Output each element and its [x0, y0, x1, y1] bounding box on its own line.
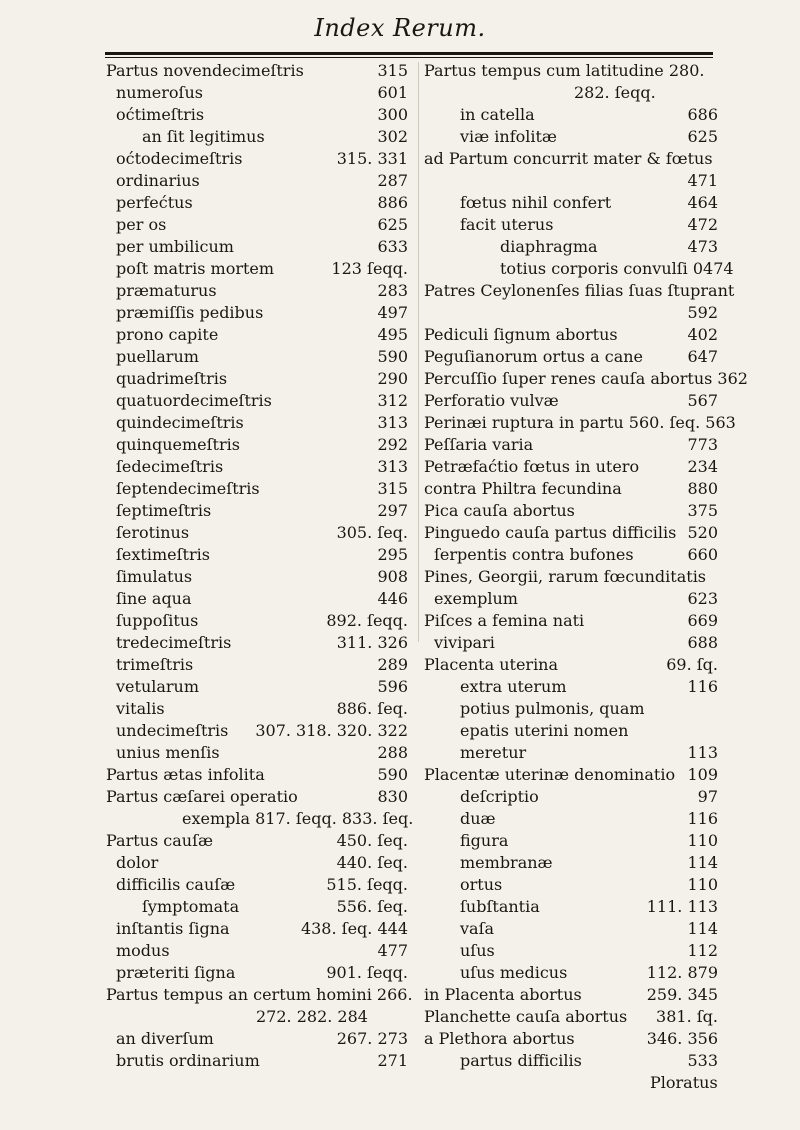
entry-term: a Plethora abortus: [424, 1029, 575, 1048]
entry-term: Pica cauſa abortus: [424, 501, 575, 520]
entry-term: quindecimeſtris: [116, 413, 244, 432]
index-entry: [424, 918, 718, 940]
index-entry: [106, 280, 408, 302]
index-entry: [424, 698, 718, 720]
index-entry: [424, 720, 718, 742]
index-entry: [424, 324, 718, 346]
entry-pages: 114: [687, 919, 718, 938]
entry-term: figura: [460, 831, 509, 850]
index-entry: [106, 786, 408, 808]
entry-term: fœtus nihil confert: [460, 193, 612, 212]
index-entry: [106, 808, 414, 830]
entry-pages: 375: [687, 501, 718, 520]
index-entry: [424, 258, 734, 280]
index-entry: [106, 192, 408, 214]
entry-term: oćtodecimeſtris: [116, 149, 243, 168]
entry-term: potius pulmonis, quam: [460, 699, 645, 718]
index-entry: [106, 962, 408, 984]
index-entry: [106, 544, 408, 566]
entry-term: oćtimeſtris: [116, 105, 205, 124]
entry-pages: 69. ſq.: [666, 655, 718, 674]
entry-pages: 295: [377, 545, 408, 564]
entry-pages: 660: [687, 545, 718, 564]
index-entry: [106, 720, 408, 742]
index-entry: [424, 1050, 718, 1072]
entry-pages: 688: [687, 633, 718, 652]
entry-pages: 590: [377, 347, 408, 366]
header-rule-thin: [105, 57, 713, 58]
entry-pages: 315: [377, 479, 408, 498]
entry-term: ad Partum concurrit mater & fœtus: [424, 149, 713, 168]
entry-pages: 113: [687, 743, 718, 762]
entry-pages: 464: [687, 193, 718, 212]
entry-pages: 596: [377, 677, 408, 696]
entry-term: Partus tempus an certum homini 266.: [106, 985, 413, 1004]
entry-pages: 495: [377, 325, 408, 344]
index-entry: [106, 940, 408, 962]
page-header: Index Rerum.: [314, 14, 486, 42]
index-entry: [106, 456, 408, 478]
index-entry: [106, 874, 408, 896]
entry-term: ſeptendecimeſtris: [116, 479, 260, 498]
index-entry: [106, 1050, 408, 1072]
left-index-column: [106, 60, 414, 1072]
entry-pages: 533: [687, 1051, 718, 1070]
entry-pages: 267. 273: [336, 1029, 408, 1048]
entry-term: Planchette cauſa abortus: [424, 1007, 628, 1026]
index-entry: [424, 1006, 718, 1028]
entry-term: an ſit legitimus: [142, 127, 265, 146]
index-entry: [424, 522, 718, 544]
entry-term: vivipari: [434, 633, 495, 652]
entry-pages: 290: [377, 369, 408, 388]
index-entry: [106, 896, 408, 918]
entry-pages: 234: [687, 457, 718, 476]
entry-pages: 114: [687, 853, 718, 872]
index-entry: [424, 566, 718, 588]
entry-term: extra uterum: [460, 677, 567, 696]
index-entry: [424, 104, 718, 126]
entry-pages: 302: [377, 127, 408, 146]
entry-term: vetularum: [116, 677, 200, 696]
entry-term: viæ infolitæ: [460, 127, 557, 146]
index-entry: [106, 60, 408, 82]
entry-term: dolor: [116, 853, 159, 872]
index-entry: [424, 544, 718, 566]
entry-term: puellarum: [116, 347, 199, 366]
entry-term: partus difficilis: [460, 1051, 582, 1070]
entry-pages: 647: [687, 347, 718, 366]
entry-pages: 116: [687, 809, 718, 828]
index-entry: [424, 830, 718, 852]
entry-pages: 473: [687, 237, 718, 256]
index-entry: [424, 852, 718, 874]
entry-term: prono capite: [116, 325, 219, 344]
index-entry: [424, 896, 718, 918]
index-entry: [424, 148, 718, 170]
entry-term: inſtantis ſigna: [116, 919, 230, 938]
entry-pages: 446: [377, 589, 408, 608]
index-entry: [424, 962, 718, 984]
entry-pages: 312: [377, 391, 408, 410]
entry-term: quinquemeſtris: [116, 435, 240, 454]
entry-pages: 300: [377, 105, 408, 124]
entry-term: ſimulatus: [116, 567, 193, 586]
entry-term: brutis ordinarium: [116, 1051, 260, 1070]
index-entry: [106, 764, 408, 786]
index-entry: [424, 192, 718, 214]
entry-term: in Placenta abortus: [424, 985, 582, 1004]
entry-term: 272. 282. 284: [256, 1007, 368, 1026]
catchword: Ploratus: [650, 1073, 718, 1092]
index-entry: [106, 610, 408, 632]
entry-term: Pediculi ſignum abortus: [424, 325, 618, 344]
entry-pages: 567: [687, 391, 718, 410]
entry-term: ſedecimeſtris: [116, 457, 224, 476]
entry-term: Percuſſio ſuper renes cauſa abortus 362: [424, 369, 748, 388]
index-entry: [106, 346, 408, 368]
entry-term: Petræfaćtio fœtus in utero: [424, 457, 640, 476]
entry-pages: 515. ſeqq.: [326, 875, 408, 894]
entry-term: trimeſtris: [116, 655, 194, 674]
entry-pages: 450. ſeq.: [336, 831, 408, 850]
index-entry: [424, 786, 718, 808]
index-entry: [424, 346, 718, 368]
entry-term: vitalis: [116, 699, 165, 718]
index-entry: [424, 1028, 718, 1050]
index-entry: [106, 588, 408, 610]
index-entry: [424, 654, 718, 676]
entry-pages: 313: [377, 413, 408, 432]
entry-pages: 315: [377, 61, 408, 80]
index-entry: [424, 170, 718, 192]
entry-pages: 305. ſeq.: [336, 523, 408, 542]
entry-term: per umbilicum: [116, 237, 234, 256]
entry-term: numeroſus: [116, 83, 203, 102]
entry-pages: 669: [687, 611, 718, 630]
index-entry: [424, 588, 718, 610]
entry-pages: 520: [687, 523, 718, 542]
entry-pages: 110: [687, 875, 718, 894]
entry-term: quadrimeſtris: [116, 369, 228, 388]
index-entry: [106, 434, 408, 456]
entry-term: ſerotinus: [116, 523, 190, 542]
entry-term: exemplum: [434, 589, 518, 608]
entry-pages: 315. 331: [336, 149, 408, 168]
index-entry: [106, 390, 408, 412]
entry-pages: 625: [377, 215, 408, 234]
index-entry: [106, 500, 408, 522]
entry-pages: 271: [377, 1051, 408, 1070]
entry-pages: 623: [687, 589, 718, 608]
entry-pages: 313: [377, 457, 408, 476]
entry-pages: 111. 113: [646, 897, 718, 916]
entry-pages: 440. ſeq.: [336, 853, 408, 872]
entry-term: vaſa: [460, 919, 495, 938]
entry-term: ſine aqua: [116, 589, 192, 608]
entry-term: tredecimeſtris: [116, 633, 232, 652]
entry-term: contra Philtra fecundina: [424, 479, 622, 498]
entry-term: duæ: [460, 809, 496, 828]
index-entry: [106, 104, 408, 126]
entry-pages: 625: [687, 127, 718, 146]
entry-pages: 886: [377, 193, 408, 212]
entry-pages: 886. ſeq.: [336, 699, 408, 718]
entry-term: diaphragma: [500, 237, 598, 256]
index-entry: [424, 478, 718, 500]
entry-term: Pinguedo cauſa partus difficilis: [424, 523, 677, 542]
index-entry: [424, 60, 718, 82]
index-entry: [106, 258, 408, 280]
entry-pages: 402: [687, 325, 718, 344]
entry-term: per os: [116, 215, 167, 234]
entry-pages: 477: [377, 941, 408, 960]
index-entry: [424, 676, 718, 698]
entry-pages: 311. 326: [336, 633, 408, 652]
entry-pages: 590: [377, 765, 408, 784]
index-entry: [424, 632, 718, 654]
index-entry: [106, 698, 408, 720]
entry-term: præteriti ſigna: [116, 963, 236, 982]
entry-pages: 556. ſeq.: [336, 897, 408, 916]
entry-pages: 97: [697, 787, 718, 806]
header-rule-thick: [105, 52, 713, 55]
entry-term: uſus: [460, 941, 495, 960]
entry-term: Placenta uterina: [424, 655, 559, 674]
entry-term: modus: [116, 941, 170, 960]
index-entry: [106, 368, 408, 390]
index-entry: [424, 368, 748, 390]
index-entry: [106, 236, 408, 258]
entry-term: Partus cæſarei operatio: [106, 787, 298, 806]
entry-pages: 471: [687, 171, 718, 190]
entry-term: ortus: [460, 875, 503, 894]
index-entry: [106, 412, 408, 434]
index-entry: [106, 742, 408, 764]
entry-term: totius corporis convulſi 0474: [500, 259, 734, 278]
index-entry: [106, 478, 408, 500]
entry-pages: 633: [377, 237, 408, 256]
entry-term: Partus ætas infolita: [106, 765, 265, 784]
entry-pages: 259. 345: [646, 985, 718, 1004]
right-index-column: [424, 60, 748, 1072]
entry-term: uſus medicus: [460, 963, 568, 982]
entry-term: facit uterus: [460, 215, 554, 234]
entry-pages: 112. 879: [646, 963, 718, 982]
index-entry: [106, 984, 413, 1006]
index-entry: [424, 82, 718, 104]
entry-pages: 686: [687, 105, 718, 124]
entry-pages: 773: [687, 435, 718, 454]
entry-pages: 601: [377, 83, 408, 102]
entry-term: Perforatio vulvæ: [424, 391, 559, 410]
entry-pages: 592: [687, 303, 718, 322]
entry-pages: 112: [687, 941, 718, 960]
index-entry: [106, 1028, 408, 1050]
index-entry: [424, 412, 736, 434]
entry-term: Patres Ceylonenſes filias ſuas ſtuprant: [424, 281, 735, 300]
entry-term: difficilis cauſæ: [116, 875, 236, 894]
index-entry: [106, 148, 408, 170]
index-entry: [106, 676, 408, 698]
index-entry: [106, 830, 408, 852]
entry-pages: 109: [687, 765, 718, 784]
index-entry: [106, 170, 408, 192]
index-entry: [106, 852, 408, 874]
index-entry: [424, 764, 718, 786]
entry-term: præmaturus: [116, 281, 217, 300]
index-entry: [106, 566, 408, 588]
entry-term: in catella: [460, 105, 535, 124]
entry-term: quatuordecimeſtris: [116, 391, 272, 410]
entry-term: epatis uterini nomen: [460, 721, 629, 740]
entry-term: ſeptimeſtris: [116, 501, 212, 520]
entry-pages: 497: [377, 303, 408, 322]
index-entry: [424, 390, 718, 412]
entry-pages: 908: [377, 567, 408, 586]
entry-pages: 346. 356: [646, 1029, 718, 1048]
entry-pages: 381. ſq.: [656, 1007, 718, 1026]
index-entry: [424, 742, 718, 764]
entry-pages: 901. ſeqq.: [326, 963, 408, 982]
index-entry: [106, 126, 408, 148]
index-entry: [106, 214, 408, 236]
entry-term: Placentæ uterinæ denominatio: [424, 765, 676, 784]
entry-term: undecimeſtris: [116, 721, 229, 740]
entry-term: 282. ſeqq.: [574, 83, 656, 102]
index-entry: [424, 302, 718, 324]
index-entry: [424, 984, 718, 1006]
index-entry: [424, 940, 718, 962]
entry-term: poſt matris mortem: [116, 259, 275, 278]
entry-pages: 283: [377, 281, 408, 300]
index-entry: [424, 280, 735, 302]
entry-term: Partus tempus cum latitudine 280.: [424, 61, 705, 80]
entry-pages: 287: [377, 171, 408, 190]
entry-pages: 292: [377, 435, 408, 454]
entry-term: ſuppoſitus: [116, 611, 199, 630]
index-entry: [106, 632, 408, 654]
entry-term: ſextimeſtris: [116, 545, 210, 564]
entry-term: Perinæi ruptura in partu 560. ſeq. 563: [424, 413, 736, 432]
index-entry: [106, 918, 408, 940]
index-entry: [424, 456, 718, 478]
index-entry: [424, 434, 718, 456]
index-entry: [106, 324, 408, 346]
entry-term: Piſces a femina nati: [424, 611, 585, 630]
index-entry: [424, 214, 718, 236]
entry-term: membranæ: [460, 853, 553, 872]
index-entry: [424, 500, 718, 522]
entry-term: meretur: [460, 743, 527, 762]
entry-pages: 110: [687, 831, 718, 850]
entry-pages: 438. ſeq. 444: [300, 919, 408, 938]
entry-term: an diverſum: [116, 1029, 214, 1048]
entry-term: ſerpentis contra bufones: [434, 545, 634, 564]
entry-pages: 297: [377, 501, 408, 520]
entry-term: Peguſianorum ortus a cane: [424, 347, 643, 366]
index-entry: [424, 126, 718, 148]
entry-pages: 830: [377, 787, 408, 806]
entry-term: deſcriptio: [460, 787, 539, 806]
entry-term: ſubſtantia: [460, 897, 540, 916]
entry-pages: 289: [377, 655, 408, 674]
entry-term: ordinarius: [116, 171, 200, 190]
entry-term: exempla 817. ſeqq. 833. ſeq.: [182, 809, 414, 828]
column-divider: [418, 62, 419, 642]
entry-pages: 307. 318. 320. 322: [255, 721, 408, 740]
entry-pages: 123 ſeqq.: [331, 259, 408, 278]
index-entry: [106, 302, 408, 324]
entry-term: Peſſaria varia: [424, 435, 534, 454]
entry-term: Partus novendecimeſtris: [106, 61, 304, 80]
entry-term: unius menſis: [116, 743, 220, 762]
index-entry: [424, 808, 718, 830]
index-entry: [424, 874, 718, 896]
entry-pages: 892. ſeqq.: [326, 611, 408, 630]
entry-term: Partus cauſæ: [106, 831, 214, 850]
index-entry: [424, 610, 718, 632]
entry-term: ſymptomata: [142, 897, 240, 916]
index-entry: [424, 236, 718, 258]
index-entry: [106, 1006, 408, 1028]
entry-term: Pines, Georgii, rarum fœcunditatis: [424, 567, 707, 586]
entry-pages: 116: [687, 677, 718, 696]
index-entry: [106, 82, 408, 104]
index-entry: [106, 654, 408, 676]
entry-term: præmiſſis pedibus: [116, 303, 264, 322]
index-entry: [106, 522, 408, 544]
entry-term: perfećtus: [116, 193, 193, 212]
entry-pages: 472: [687, 215, 718, 234]
entry-pages: 288: [377, 743, 408, 762]
entry-pages: 880: [687, 479, 718, 498]
